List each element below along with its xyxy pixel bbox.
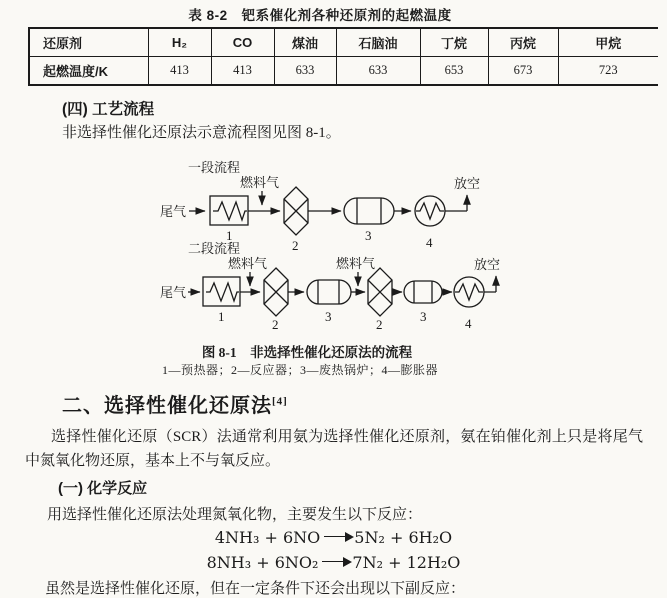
paragraph-scr: 选择性催化还原（SCR）法通常利用氨为选择性催化还原剂，氨在铂催化剂上只是将尾气中氮氧化物还原，基本上不与氧反应。: [25, 429, 643, 469]
waste-heat-boiler-3-symbol: [307, 280, 351, 304]
paragraph-side-reactions: 虽然是选择性催化还原，但在一定条件下还会出现以下副反应：: [45, 581, 466, 597]
item-number: 3: [365, 228, 372, 243]
flow-diagram: [0, 150, 667, 342]
vent-line: [445, 195, 467, 211]
table-header-cell: CO: [211, 28, 274, 57]
vent-label: 放空: [474, 257, 501, 272]
item-number: 2: [272, 317, 279, 332]
heading-scr: [62, 389, 288, 418]
expander-4-symbol: [415, 196, 445, 226]
equation-2: [0, 553, 667, 572]
item-number: 1: [226, 228, 233, 243]
figure-legend: 1—预热器；2—反应器；3—废热锅炉；4—膨胀器: [161, 363, 438, 377]
table-header-cell: 还原剂: [29, 28, 148, 57]
item-number: 2: [292, 238, 299, 253]
reactor-2-symbol: [264, 268, 288, 316]
flow-two-stage: [160, 241, 500, 332]
fuel-gas-label: 燃料气: [228, 256, 268, 271]
table-header-row: [29, 28, 658, 57]
equation-2-lhs: 8NH₃ + 6NO₂: [206, 553, 319, 572]
item-number: 2: [376, 317, 383, 332]
reaction-arrow-icon: [322, 561, 350, 563]
table-cell: 413: [148, 57, 211, 86]
item-number: 3: [325, 309, 332, 324]
heading-scr-text: 二、选择性催化还原法: [62, 395, 272, 417]
table-cell: 723: [558, 57, 658, 86]
equation-2-rhs: 7N₂ + 12H₂O: [352, 553, 461, 572]
ignition-temp-table: [28, 27, 658, 86]
preheater-1-symbol: [210, 196, 248, 225]
equation-1: [0, 528, 667, 547]
table-header-cell: 丙烷: [488, 28, 558, 57]
paragraph-reactions-intro: 用选择性催化还原法处理氮氧化物，主要发生以下反应：: [47, 507, 423, 523]
reactor-2-symbol: [368, 268, 392, 316]
reaction-arrow-icon: [324, 536, 352, 538]
vent-line: [484, 276, 496, 292]
flow-one-stage: [160, 160, 480, 253]
table-title: 表 8-2 钯系催化剂各种还原剂的起燃温度: [188, 8, 452, 23]
figure-caption: 图 8-1 非选择性催化还原法的流程: [201, 345, 413, 360]
table-cell: 673: [488, 57, 558, 86]
heading-chemical-reaction: (一) 化学反应: [58, 480, 148, 497]
heading-process-flow: (四) 工艺流程: [62, 101, 155, 118]
reactor-2-symbol: [284, 187, 308, 235]
table-header-cell: 煤油: [274, 28, 336, 57]
table-header-cell: 丁烷: [420, 28, 488, 57]
heading-scr-reference: [4]: [272, 395, 288, 408]
table-cell: 413: [211, 57, 274, 86]
table-row: [29, 57, 658, 86]
table-row-label: 起燃温度/K: [29, 57, 148, 86]
flow2-label: 二段流程: [188, 241, 241, 256]
item-number: 4: [465, 316, 472, 331]
expander-4-symbol: [454, 277, 484, 307]
fuel-gas-label: 燃料气: [240, 175, 280, 190]
table-cell: 653: [420, 57, 488, 86]
table-cell: 633: [274, 57, 336, 86]
vent-label: 放空: [454, 176, 481, 191]
equation-1-rhs: 5N₂ + 6H₂O: [354, 528, 453, 547]
table-header-cell: 石脑油: [336, 28, 420, 57]
fuel-gas-label: 燃料气: [336, 256, 376, 271]
preheater-1-symbol: [203, 277, 240, 306]
item-number: 1: [218, 309, 225, 324]
table-cell: 633: [336, 57, 420, 86]
waste-heat-boiler-3-symbol: [344, 198, 394, 224]
table-header-cell: H₂: [148, 28, 211, 57]
waste-heat-boiler-3-symbol: [404, 281, 442, 303]
table-header-cell: 甲烷: [558, 28, 658, 57]
flow1-label: 一段流程: [188, 160, 241, 175]
tail-gas-label: 尾气: [160, 204, 187, 219]
tail-gas-label: 尾气: [160, 285, 187, 300]
item-number: 4: [426, 235, 433, 250]
item-number: 3: [420, 309, 427, 324]
equation-1-lhs: 4NH₃ + 6NO: [214, 528, 321, 547]
paragraph-flow-intro: 非选择性催化还原法示意流程图见图 8-1。: [62, 125, 341, 141]
